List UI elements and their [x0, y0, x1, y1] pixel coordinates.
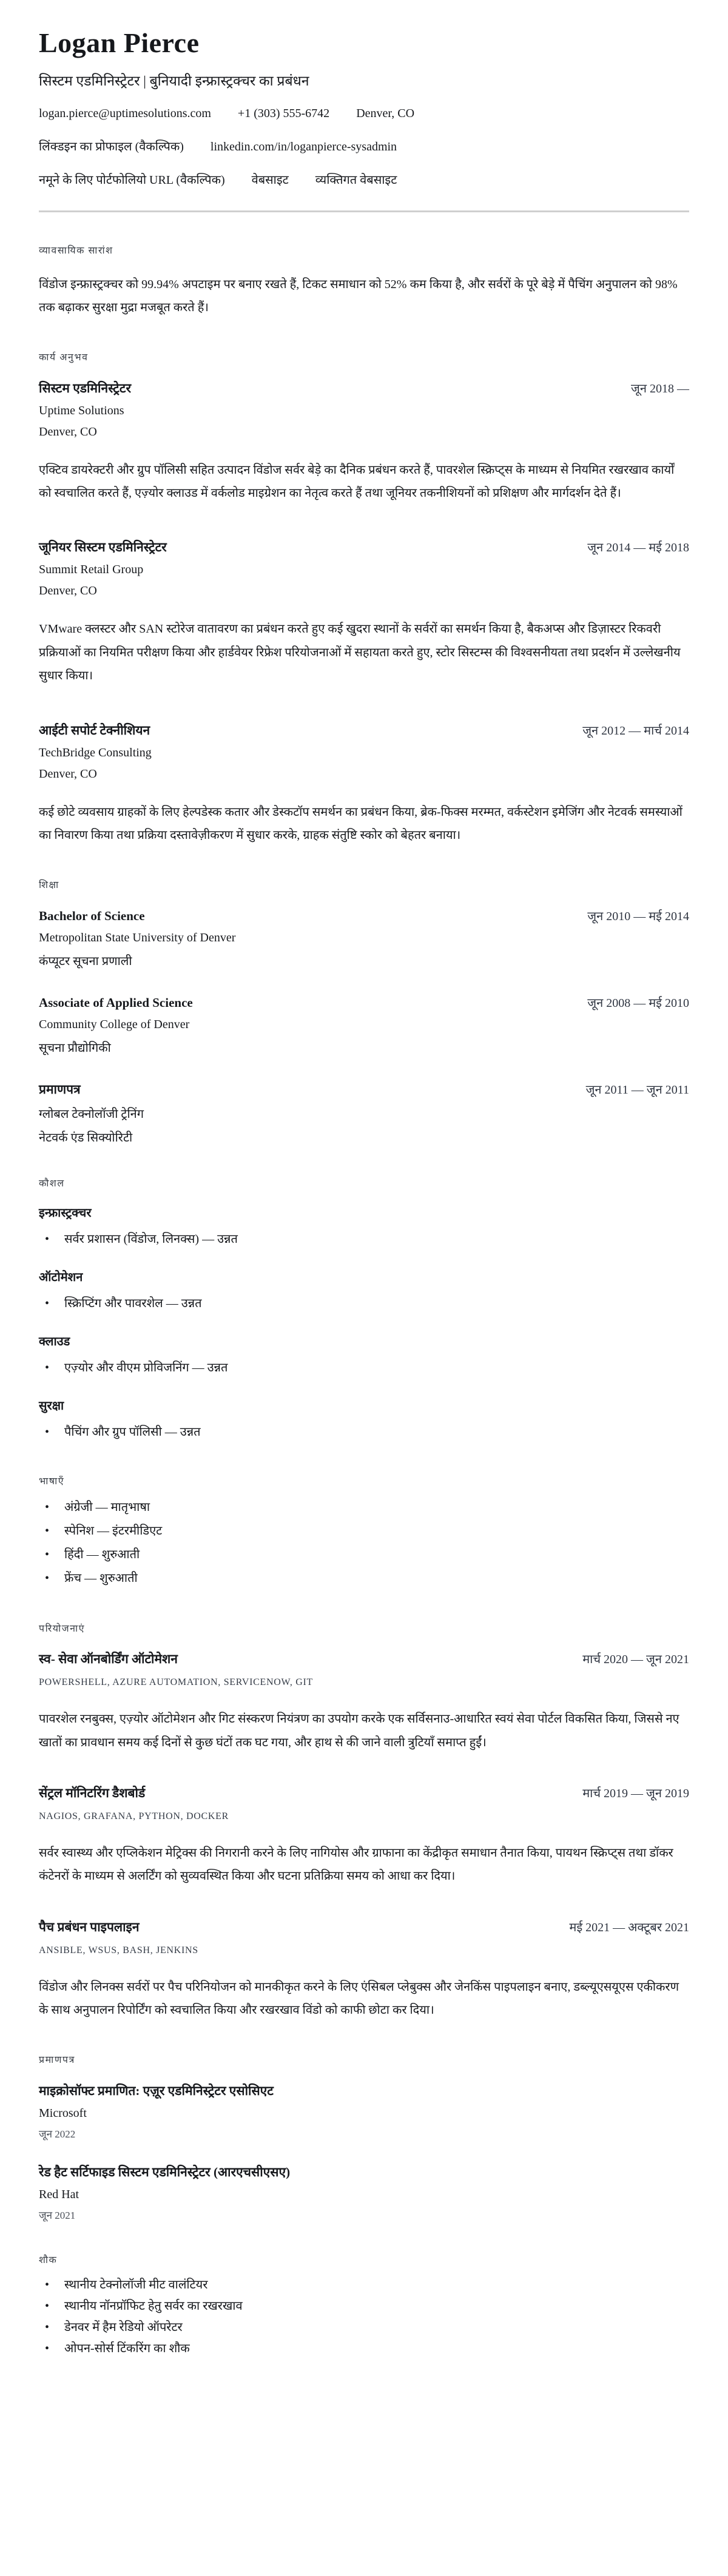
- job-dates: जून 2012 — मार्च 2014: [582, 724, 689, 738]
- project-tech-stack: NAGIOS, GRAFANA, PYTHON, DOCKER: [39, 1811, 229, 1821]
- job-company: Summit Retail Group: [39, 563, 144, 577]
- job-entry: [39, 380, 689, 505]
- certification-date: जून 2021: [39, 2209, 76, 2221]
- language-list: [39, 1496, 689, 1590]
- job-dates: जून 2014 — मई 2018: [587, 541, 689, 555]
- skill-group: [39, 1397, 689, 1443]
- project-header: [39, 1650, 689, 1667]
- interest-item: • स्थानीय नॉनप्रॉफिट हेतु सर्वर का रखरखाव: [39, 2296, 689, 2317]
- skill-group-name: क्लाउड: [39, 1334, 70, 1348]
- job-description: एक्टिव डायरेक्टरी और ग्रुप पॉलिसी सहित उत्पादन विंडोज सर्वर बेड़े का दैनिक प्रबंधन करते हैं, पावरशेल स्क्रिप्ट्स के माध्यम से नियमित रखरखाव कार्यों को स्वचालित करते हैं, एज़्योर क्लाउड में वर्कलोड माइग्रेशन का नेतृत्व करते हैं तथा जूनियर तकनीशियनों को प्रशिक्षण और मार्गदर्शन देते हैं।: [39, 463, 675, 500]
- certification-entry: [39, 2164, 689, 2222]
- skill-list: [39, 1293, 689, 1314]
- project-tech-stack: POWERSHELL, AZURE AUTOMATION, SERVICENOW, GIT: [39, 1677, 313, 1688]
- section-education: [39, 879, 689, 1145]
- section-interests: [39, 2255, 689, 2359]
- summary-heading: व्यावसायिक सारांश: [39, 246, 113, 257]
- project-dates: मार्च 2020 — जून 2021: [582, 1653, 689, 1667]
- job-title: जूनियर सिस्टम एडमिनिस्ट्रेटर: [39, 540, 167, 555]
- linkedin-label: लिंक्डइन का प्रोफाइल (वैकल्पिक): [39, 140, 184, 154]
- certification-title: रेड हैट सर्टिफाइड सिस्टम एडमिनिस्ट्रेटर (आरएचसीएसए): [39, 2164, 291, 2179]
- job-location: Denver, CO: [39, 584, 97, 598]
- education-entry: [39, 907, 689, 969]
- project-header: [39, 1919, 689, 1935]
- job-company: Uptime Solutions: [39, 403, 124, 417]
- candidate-name: Logan Pierce: [39, 27, 200, 58]
- skill-group-name: सुरक्षा: [39, 1399, 64, 1413]
- school-name: Metropolitan State University of Denver: [39, 930, 236, 944]
- job-header: [39, 722, 689, 739]
- project-dates: मार्च 2019 — जून 2019: [582, 1786, 689, 1800]
- candidate-tagline: सिस्टम एडमिनिस्ट्रेटर | बुनियादी इन्फ्रास्ट्रक्चर का प्रबंधन: [39, 73, 309, 89]
- certification-issuer: Microsoft: [39, 2106, 87, 2120]
- interest-item: • स्थानीय टेक्नोलॉजी मीट वालंटियर: [39, 2275, 689, 2296]
- certification-entry: [39, 2082, 689, 2141]
- field-of-study: सूचना प्रौद्योगिकी: [39, 1041, 111, 1055]
- project-dates: मई 2021 — अक्टूबर 2021: [569, 1920, 689, 1934]
- portfolio-label: नमूने के लिए पोर्टफोलियो URL (वैकल्पिक): [39, 173, 225, 187]
- school-name: ग्लोबल टेक्नोलॉजी ट्रेनिंग: [39, 1107, 144, 1121]
- field-of-study: कंप्यूटर सूचना प्रणाली: [39, 954, 132, 968]
- job-description: VMware क्लस्टर और SAN स्टोरेज वातावरण का प्रबंधन करते हुए कई खुदरा स्थानों के सर्वरों का समर्थन किया है, बैकअप्स और डिज़ास्टर रिकवरी प्रक्रियाओं का नियमित परीक्षण किया और हार्डवेयर रिफ्रेश परियोजनाओं में सहायता करते हुए, स्टोर सिस्टम्स की विश्वसनीयता तथा प्रदर्शन में उल्लेखनीय सुधार किया।: [39, 622, 681, 683]
- interest-item: • डेनवर में हैम रेडियो ऑपरेटर: [39, 2317, 689, 2338]
- job-dates: जून 2018 —: [631, 382, 689, 395]
- skill-group-name: इन्फ्रास्ट्रक्चर: [39, 1206, 92, 1220]
- project-entry: [39, 1784, 689, 1888]
- degree-dates: जून 2008 — मई 2010: [587, 996, 689, 1010]
- certification-date: जून 2022: [39, 2128, 76, 2140]
- experience-heading: कार्य अनुभव: [39, 352, 89, 363]
- job-title: सिस्टम एडमिनिस्ट्रेटर: [39, 380, 132, 395]
- interests-heading: शौक: [39, 2255, 58, 2265]
- job-header: [39, 539, 689, 556]
- job-location: Denver, CO: [39, 425, 97, 439]
- certification-issuer: Red Hat: [39, 2187, 79, 2201]
- language-item: • फ्रेंच — शुरुआती: [39, 1567, 689, 1590]
- job-header: [39, 380, 689, 397]
- skill-item: • पैचिंग और ग्रुप पॉलिसी — उन्नत: [39, 1422, 689, 1443]
- skill-item: • एज़्योर और वीएम प्रोविजनिंग — उन्नत: [39, 1357, 689, 1379]
- skill-item: • सर्वर प्रशासन (विंडोज, लिनक्स) — उन्नत: [39, 1229, 689, 1250]
- contact-location: Denver, CO: [356, 107, 415, 121]
- project-title: सेंट्रल मॉनिटरिंग डैशबोर्ड: [39, 1785, 146, 1800]
- header-divider: [39, 210, 689, 212]
- project-tech-stack: ANSIBLE, WSUS, BASH, JENKINS: [39, 1945, 198, 1956]
- skill-group: [39, 1333, 689, 1379]
- field-of-study: नेटवर्क एंड सिक्योरिटी: [39, 1131, 133, 1145]
- job-title: आईटी सपोर्ट टेक्नीशियन: [39, 722, 150, 738]
- project-header: [39, 1784, 689, 1801]
- degree-title: Bachelor of Science: [39, 908, 145, 923]
- project-description: सर्वर स्वास्थ्य और एप्लिकेशन मेट्रिक्स की निगरानी करने के लिए नागियोस और ग्राफाना का केंद्रीकृत समाधान तैनात किया, पायथन स्क्रिप्ट्स तथा डॉकर कंटेनरों के माध्यम से अलर्टिंग को सुव्यवस्थित किया और घटना प्रतिक्रिया समय को आधा कर दिया।: [39, 1846, 673, 1883]
- skills-heading: कौशल: [39, 1178, 65, 1189]
- degree-title: Associate of Applied Science: [39, 995, 193, 1010]
- job-company: TechBridge Consulting: [39, 745, 152, 759]
- skill-item: • स्क्रिप्टिंग और पावरशेल — उन्नत: [39, 1293, 689, 1314]
- project-entry: [39, 1650, 689, 1754]
- language-item: • अंग्रेजी — मातृभाषा: [39, 1496, 689, 1519]
- degree-title: प्रमाणपत्र: [39, 1081, 81, 1097]
- projects-heading: परियोजनाएं: [39, 1623, 85, 1634]
- skill-list: [39, 1422, 689, 1443]
- job-entry: [39, 539, 689, 687]
- section-skills: [39, 1178, 689, 1443]
- section-certifications: [39, 2054, 689, 2221]
- section-summary: [39, 245, 689, 319]
- project-title: स्व- सेवा ऑनबोर्डिंग ऑटोमेशन: [39, 1652, 178, 1667]
- contact-row-linkedin: [39, 138, 689, 154]
- contact-row-primary: [39, 107, 689, 121]
- education-entry: [39, 1081, 689, 1145]
- skill-list: [39, 1229, 689, 1250]
- summary-text: विंडोज इन्फ्रास्ट्रक्चर को 99.94% अपटाइम पर बनाए रखते हैं, टिकट समाधान को 52% कम किया है, और सर्वरों के पूरे बेड़े में पैचिंग अनुपालन को 98% तक बढ़ाकर सुरक्षा मुद्रा मजबूत करते हैं।: [39, 277, 678, 315]
- languages-heading: भाषाएँ: [39, 1476, 65, 1487]
- portfolio-type: वेबसाइट: [251, 173, 289, 187]
- contact-row-portfolio: [39, 171, 689, 187]
- project-description: पावरशेल रनबुक्स, एज़्योर ऑटोमेशन और गिट संस्करण नियंत्रण का उपयोग करके एक सर्विसनाउ-आधारित स्वयं सेवा पोर्टल विकसित किया, जिससे नए खातों का प्रावधान समय कई दिनों से कुछ घंटों तक घट गया, और हाथ से की जाने वाली त्रुटियाँ समाप्त हुईं।: [39, 1712, 679, 1749]
- education-header: [39, 1081, 689, 1098]
- education-entry: [39, 994, 689, 1055]
- education-header: [39, 994, 689, 1011]
- education-heading: शिक्षा: [39, 880, 59, 891]
- certification-title: माइक्रोसॉफ्ट प्रमाणित: एज़ूर एडमिनिस्ट्रेटर एसोसिएट: [39, 2083, 274, 2098]
- interest-item: • ओपन-सोर्स टिंकरिंग का शौक: [39, 2338, 689, 2359]
- interest-list: [39, 2275, 689, 2359]
- project-entry: [39, 1919, 689, 2022]
- resume-header: [39, 28, 689, 212]
- job-location: Denver, CO: [39, 767, 97, 781]
- degree-dates: जून 2011 — जून 2011: [585, 1083, 689, 1097]
- skill-group-name: ऑटोमेशन: [39, 1270, 83, 1284]
- contact-email: logan.pierce@uptimesolutions.com: [39, 107, 211, 121]
- degree-dates: जून 2010 — मई 2014: [587, 909, 689, 923]
- job-entry: [39, 722, 689, 847]
- portfolio-note: व्यक्तिगत वेबसाइट: [315, 173, 397, 187]
- linkedin-url: linkedin.com/in/loganpierce-sysadmin: [210, 140, 397, 154]
- skill-group: [39, 1204, 689, 1250]
- project-description: विंडोज और लिनक्स सर्वरों पर पैच परिनियोजन को मानकीकृत करने के लिए एंसिबल प्लेबुक्स और जेनकिंस पाइपलाइन बनाए, डब्ल्यूएसयूएस एकीकरण के साथ अनुपालन रिपोर्टिंग को स्वचालित किया और रखरखाव विंडो को काफी छोटा कर दिया।: [39, 1980, 679, 2017]
- section-projects: [39, 1623, 689, 2022]
- job-description: कई छोटे व्यवसाय ग्राहकों के लिए हेल्पडेस्क कतार और डेस्कटॉप समर्थन का प्रबंधन किया, ब्रेक-फिक्स मरम्मत, वर्कस्टेशन इमेजिंग और नेटवर्क समस्याओं का निवारण किया तथा प्रक्रिया दस्तावेज़ीकरण में सुधार करके, ग्राहक संतुष्टि स्कोर को बेहतर बनाया।: [39, 805, 682, 842]
- skill-group: [39, 1268, 689, 1314]
- section-experience: [39, 352, 689, 847]
- skill-list: [39, 1357, 689, 1379]
- resume-document: [39, 28, 689, 2359]
- education-header: [39, 907, 689, 924]
- contact-phone: +1 (303) 555-6742: [237, 107, 330, 121]
- certifications-heading: प्रमाणपत्र: [39, 2055, 75, 2066]
- language-item: • हिंदी — शुरुआती: [39, 1543, 689, 1567]
- project-title: पैच प्रबंधन पाइपलाइन: [39, 1919, 140, 1934]
- language-item: • स्पेनिश — इंटरमीडिएट: [39, 1519, 689, 1543]
- section-languages: [39, 1476, 689, 1590]
- school-name: Community College of Denver: [39, 1017, 190, 1031]
